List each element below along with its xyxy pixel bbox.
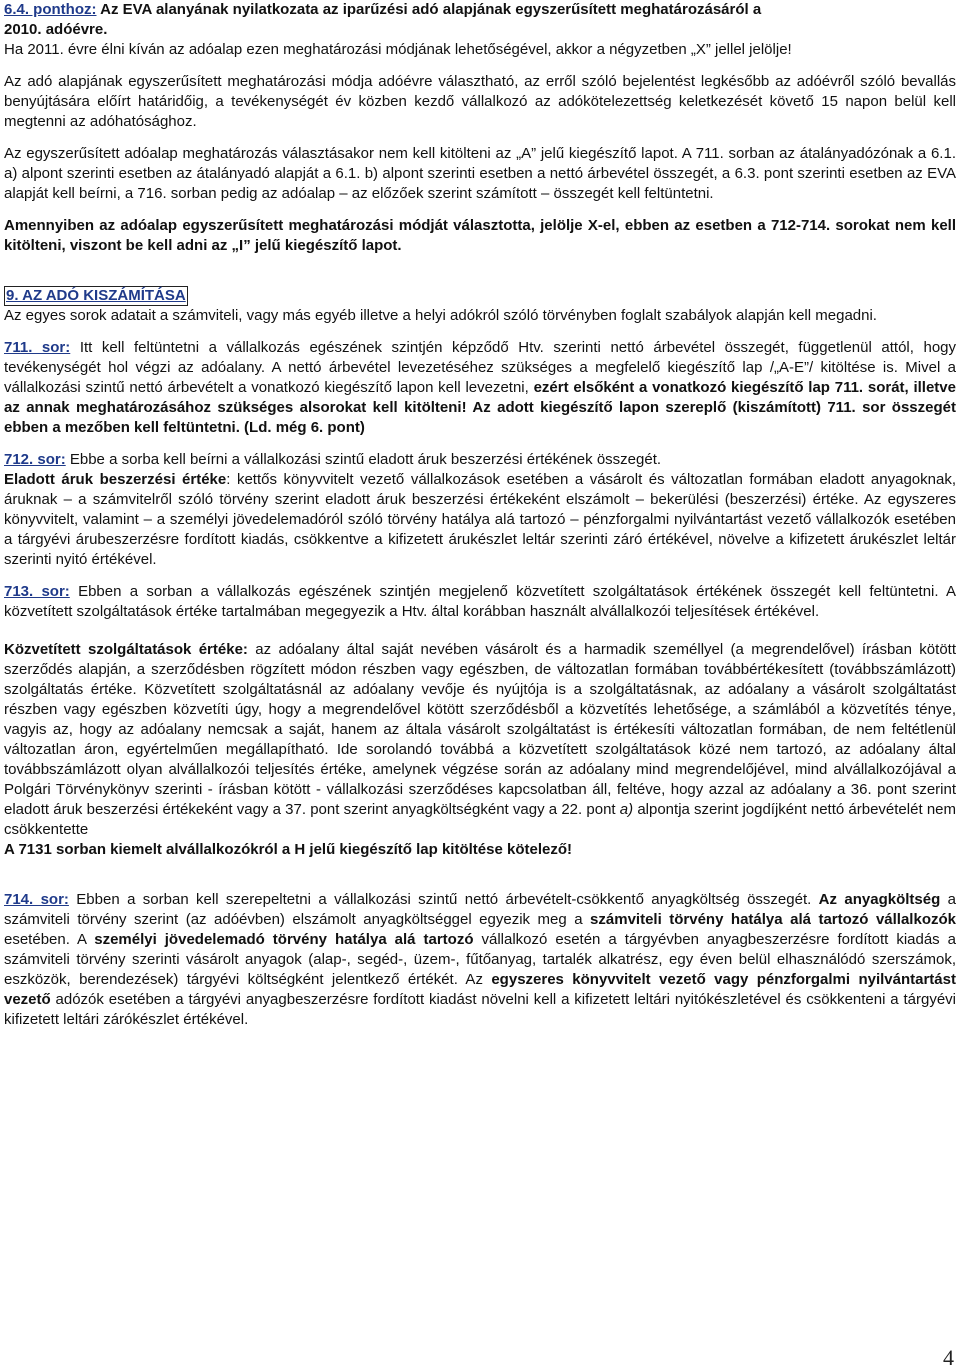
section-6-4-instruction: Ha 2011. évre élni kíván az adóalap ezen meghatározási módjának lehetőségével, akkor a négyzetben „X” jellel jelölje! bbox=[4, 41, 792, 58]
row-714-bold-2: számviteli törvény hatálya alá tartozó vállalkozók bbox=[590, 911, 956, 928]
row-714-bold-3: személyi jövedelemadó törvény hatálya alá tartozó bbox=[94, 931, 474, 948]
row-713-definition bbox=[4, 640, 956, 840]
row-713-text: Ebben a sorban a vállalkozás egészének szintjén megjelenő közvetített szolgáltatások értékének összegét kell feltüntetni. A közvetített szolgáltatások értéke tartalmában megegyezik a Htv. által korábban használt alvállalkozói teljesítések értékével. bbox=[4, 583, 957, 620]
section-9-heading-line bbox=[4, 286, 956, 306]
row-711-description bbox=[4, 338, 956, 438]
row-714-label: 714. sor: bbox=[4, 891, 69, 908]
row-714-text-2: a számviteli törvény szerint (az adóévben) elszámolt anyagköltséggel egyezik meg a bbox=[4, 891, 956, 928]
row-711-label: 711. sor: bbox=[4, 339, 71, 356]
row-714-text-1: Ebben a sorban kell szerepeltetni a vállalkozási szintű nettó árbevételt-csökkentő anyagköltség összegét. bbox=[68, 891, 819, 908]
row-711-text: Itt kell feltüntetni a vállalkozás egészének szintjén képződő Htv. szerinti nettó árbevétel összegét, függetlenül attól, hogy tevékenységét hol végzi az adóalany. A nettó árbevétel levezetéséhez szükséges a megfelelő kiegészítő lap /„A-E”/ kitöltése is. Mivel a vállalkozási szintű nettó árbevételt a vonatkozó kiegészítő lapon kell levezetni, bbox=[4, 339, 956, 396]
page-number: 4 bbox=[943, 1345, 954, 1370]
section-6-4-heading bbox=[4, 0, 956, 40]
section-6-4-paragraph-2: Az egyszerűsített adóalap meghatározás választásakor nem kell kitölteni az „A” jelű kiegészítő lapot. A 711. sorban az átalányadózónak a 6.1. a) alpont szerinti esetben az átalányadó alapját a 6.1. b) alpont szerinti esetben a nettó árbevétel összegét, a 6.3. pont szerinti esetben az EVA alapját kell beírni, a 716. sorban pedig az adóalap – az előzőek szerint számított – összegét kell feltüntetni. bbox=[4, 145, 956, 202]
row-712-definition-label: Eladott áruk beszerzési értéke bbox=[4, 471, 227, 488]
row-713-definition-tail: alpontja szerint jogdíjként nettó árbevételét nem csökkentette bbox=[4, 801, 956, 838]
document-page bbox=[4, 0, 956, 1030]
row-714-bold-4: egyszeres könyvvitelt vezető vagy pénzforgalmi nyilvántartást vezető bbox=[4, 971, 956, 1008]
row-714-text-5: adózók esetében a tárgyévi anyagbeszerzésre fordított kiadást növelni kell a kifizetett leltári nyitókészletével és csökkenteni a tárgyévi kifizetett leltári zárókészlet értékével. bbox=[4, 991, 956, 1028]
section-6-4-paragraph-3: Amennyiben az adóalap egyszerűsített meghatározási módját választotta, jelölje X-el, ebben az esetben a 712-714. sorokat nem kell kitölteni, viszont be kell adni az „I” jelű kiegészítő lapot. bbox=[4, 217, 956, 254]
section-6-4-label: 6.4. ponthoz: bbox=[4, 1, 97, 18]
row-713-definition-italic: a) bbox=[619, 801, 634, 818]
section-6-4-title-line2: 2010. adóévre. bbox=[4, 21, 108, 38]
row-713-label: 713. sor: bbox=[4, 583, 70, 600]
row-712-description bbox=[4, 450, 956, 470]
row-714-bold-1: Az anyagköltség bbox=[818, 891, 941, 908]
row-713-definition-label: Közvetített szolgáltatások értéke: bbox=[4, 641, 248, 658]
row-712-definition-text: : kettős könyvvitelt vezető vállalkozások esetében a vásárolt és változatlan formában eladott anyagoknak, áruknak – a számvitelről szóló törvény szerint eladott áruk beszerzési értékeként elszámolt – bekerülési (beszerzési) értéke. Az egyszeres könyvvitelt, valamint – a személyi jövedelemadóról szóló törvény hatálya alá tartozó – pénzforgalmi nyilvántartást vezető vállalkozók esetében a tárgyévi árubeszerzésre fordított kiadás, csökkentve a kifizetett árukészlet leltár szerinti záró értékével, növelve a kifizetett árukészlet leltár szerinti nyitó értékével. bbox=[4, 471, 956, 568]
section-9-intro: Az egyes sorok adatait a számviteli, vagy más egyéb illetve a helyi adókról szóló törvényben foglalt szabályok alapján kell megadni. bbox=[4, 307, 877, 324]
row-714-text-3: esetében. A bbox=[4, 931, 95, 948]
row-712-label: 712. sor: bbox=[4, 451, 66, 468]
row-711-bold-text: ezért elsőként a vonatkozó kiegészítő lap 711. sorát, illetve az annak meghatározásához szükséges alsorokat kell kitölteni! Az adott kiegészítő lapon szereplő (kiszámított) 711. sor összegét ebben a mezőben kell feltüntetni. (Ld. még 6. pont) bbox=[4, 379, 956, 436]
row-714-description bbox=[4, 890, 956, 1030]
row-712-text: Ebbe a sorba kell beírni a vállalkozási szintű eladott áruk beszerzési értékének összegét. bbox=[65, 451, 662, 468]
row-713-mandatory-note: A 7131 sorban kiemelt alvállalkozókról a H jelű kiegészítő lap kitöltése kötelező! bbox=[4, 841, 572, 858]
row-714-text-4: vállalkozó esetén a tárgyévben anyagbeszerzésre fordított kiadás a számviteli törvény szerinti vásárolt anyagok (alap-, segéd-, üzem-, fűtőanyag, tartalék alkatrész, egy éven belül elhasználódó szerszámok, eszközök, berendezések) tárgyévi költségként jelentkező értékét. Az bbox=[4, 931, 957, 988]
row-713-description bbox=[4, 582, 956, 622]
section-6-4-title: Az EVA alanyának nyilatkozata az iparűzési adó alapjának egyszerűsített meghatározásáról a bbox=[96, 1, 762, 18]
row-713-definition-text: az adóalany által saját nevében vásárolt és a harmadik személlyel (a megrendelővel) írásban kötött szerződés alapján, a szerződésben rögzített módon részben vagy egészben, de változatlan formában továbbértékesített (továbbszámlázott) szolgáltatás értéke. Közvetített szolgáltatásnál az adóalany vevője és nyújtója is a szolgáltatásnak, az adóalany a vásárolt szolgáltatást részben vagy egészben közvetíti úgy, hogy a megrendelővel kötött szerződésből a közvetítés lehetősége, a számlából a közvetítés ténye, vagyis az, hogy az adóalany nemcsak a saját, hanem az általa vásárolt szolgáltatást is értékesíti változatlan formában, de nem feltétlenül változatlan áron, egyértelműen megállapítható. Ide sorolandó továbbá a közvetített szolgáltatások közé nem tartozó, az adóalany által továbbszámlázott olyan alvállalkozói teljesítés értéke, amelynek végzése során az adóalany mind megrendelőjével, mind alvállalkozójával a Polgári Törvénykönyv szerinti - írásban kötött - vállalkozási szerződéses kapcsolatban áll, feltéve, hogy azzal az adóalany a 36. pont szerint eladott áruk beszerzési értékeként vagy a 37. pont szerint anyagköltségként vagy a 22. pont bbox=[4, 641, 956, 818]
section-9-heading: 9. AZ ADÓ KISZÁMÍTÁSA bbox=[6, 287, 186, 304]
section-6-4-paragraph-1: Az adó alapjának egyszerűsített meghatározási módja adóévre választható, az erről szóló bejelentést legkésőbb az adóévről szóló bevallás benyújtására előírt határidőig, a tevékenységét év közben kezdő vállalkozó az adókötelezettség keletkezését követő 15 napon belül kell megtenni az adóhatósághoz. bbox=[4, 73, 956, 130]
row-712-definition bbox=[4, 470, 956, 570]
